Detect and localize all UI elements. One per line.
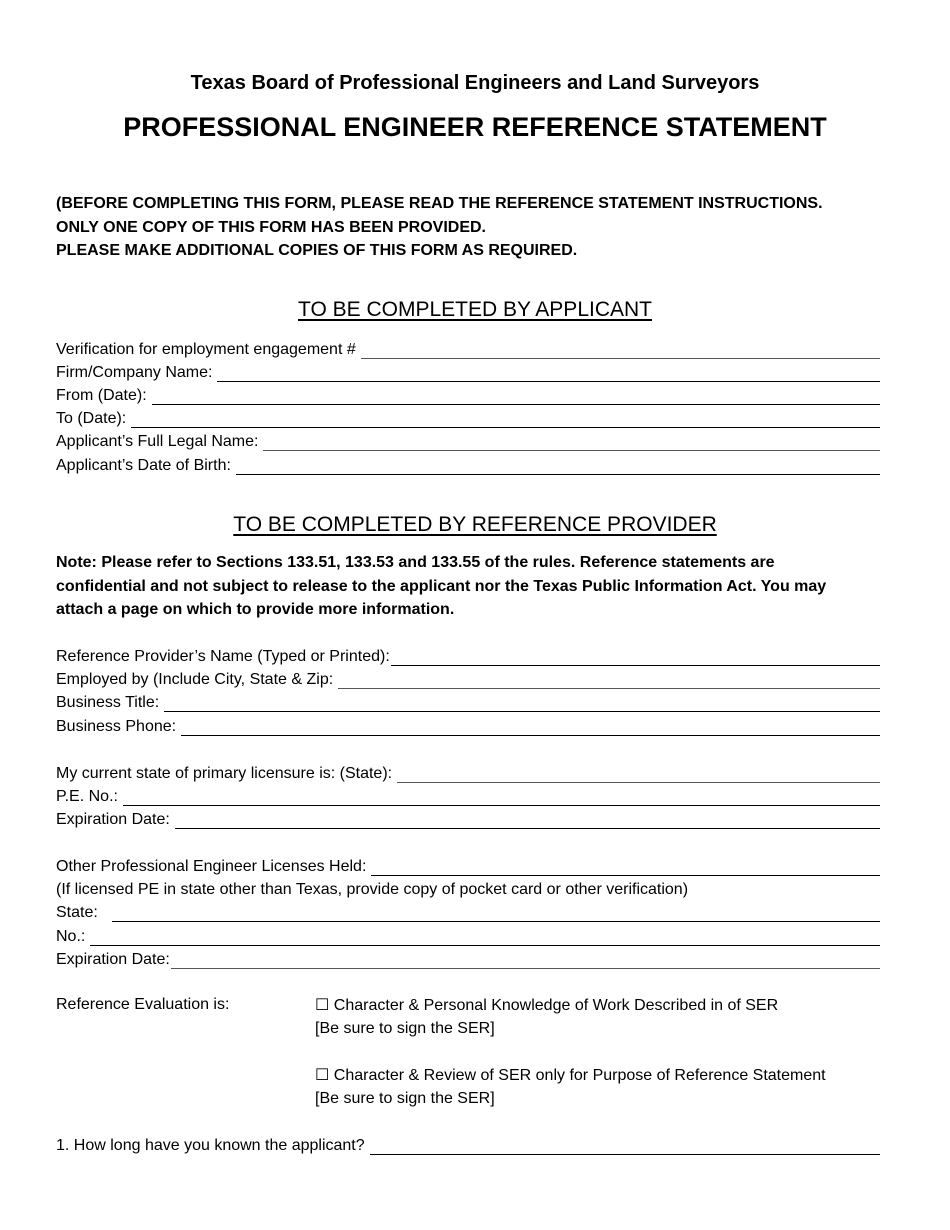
field-label: Reference Provider’s Name (Typed or Printed): bbox=[56, 648, 390, 665]
field-label: Applicant’s Full Legal Name: bbox=[56, 433, 259, 450]
notice-block bbox=[56, 192, 823, 263]
field-label: Applicant’s Date of Birth: bbox=[56, 457, 231, 474]
expiration-date-field bbox=[56, 810, 880, 829]
pe-number-field bbox=[56, 787, 880, 806]
other-expiration-field bbox=[56, 950, 880, 969]
checkbox-review-only[interactable]: ☐ bbox=[315, 1067, 330, 1084]
option-label: Character & Review of SER only for Purpose of Reference Statement bbox=[333, 1067, 826, 1084]
applicant-name-field bbox=[56, 432, 880, 451]
notice-line: PLEASE MAKE ADDITIONAL COPIES OF THIS FORM AS REQUIRED. bbox=[56, 242, 578, 259]
option-note: [Be sure to sign the SER] bbox=[315, 1090, 495, 1107]
field-label: From (Date): bbox=[56, 387, 147, 404]
other-expiration-input[interactable] bbox=[171, 952, 880, 969]
engagement-number-field bbox=[56, 340, 880, 359]
field-label: Verification for employment engagement # bbox=[56, 341, 356, 358]
notice-line: ONLY ONE COPY OF THIS FORM HAS BEEN PROVIDED. bbox=[56, 218, 486, 236]
evaluation-option-personal bbox=[315, 994, 778, 1040]
field-label: Expiration Date: bbox=[56, 951, 170, 968]
note-line: confidential and not subject to release to the applicant nor the Texas Public Information Act. You may bbox=[56, 577, 827, 595]
provider-note bbox=[56, 551, 906, 622]
firm-name-field bbox=[56, 363, 880, 382]
business-phone-field bbox=[56, 717, 880, 736]
question-1-field bbox=[56, 1136, 880, 1155]
field-label: Firm/Company Name: bbox=[56, 364, 213, 381]
question-label: 1. How long have you known the applicant? bbox=[56, 1137, 365, 1154]
firm-name-input[interactable] bbox=[217, 365, 880, 382]
other-state-field bbox=[56, 903, 880, 922]
business-title-field bbox=[56, 693, 880, 712]
applicant-section-heading: TO BE COMPLETED BY APPLICANT bbox=[298, 298, 652, 321]
field-label: P.E. No.: bbox=[56, 788, 118, 805]
other-state-input[interactable] bbox=[112, 905, 880, 922]
form-title: PROFESSIONAL ENGINEER REFERENCE STATEMENT bbox=[123, 112, 827, 142]
field-label: Other Professional Engineer Licenses Held: bbox=[56, 858, 367, 875]
applicant-dob-input[interactable] bbox=[236, 458, 880, 475]
field-label: No.: bbox=[56, 928, 86, 945]
field-label: State: bbox=[56, 904, 98, 921]
field-label: Expiration Date: bbox=[56, 811, 170, 828]
field-label: To (Date): bbox=[56, 410, 127, 427]
question-1-input[interactable] bbox=[370, 1138, 880, 1155]
provider-name-input[interactable] bbox=[391, 649, 880, 666]
other-licenses-field bbox=[56, 857, 880, 876]
note-line: attach a page on which to provide more information. bbox=[56, 601, 455, 618]
option-note: [Be sure to sign the SER] bbox=[315, 1020, 495, 1037]
other-number-input[interactable] bbox=[90, 929, 880, 946]
business-phone-input[interactable] bbox=[181, 719, 880, 736]
other-licenses-note: (If licensed PE in state other than Texas, provide copy of pocket card or other verification) bbox=[56, 881, 689, 898]
applicant-name-input[interactable] bbox=[263, 434, 880, 451]
expiration-date-input[interactable] bbox=[175, 812, 880, 829]
applicant-dob-field bbox=[56, 456, 880, 475]
note-line: Note: Please refer to Sections 133.51, 133.53 and 133.55 of the rules. Reference statements are bbox=[56, 554, 775, 571]
checkbox-personal-knowledge[interactable]: ☐ bbox=[315, 997, 330, 1014]
field-label: Business Title: bbox=[56, 694, 160, 711]
employer-input[interactable] bbox=[338, 672, 880, 689]
option-label: Character & Personal Knowledge of Work Described in of SER bbox=[333, 997, 779, 1014]
provider-section-heading: TO BE COMPLETED BY REFERENCE PROVIDER bbox=[233, 513, 717, 536]
evaluation-option-review bbox=[315, 1064, 826, 1110]
primary-state-input[interactable] bbox=[397, 766, 880, 783]
business-title-input[interactable] bbox=[164, 695, 880, 712]
provider-name-field bbox=[56, 647, 880, 666]
field-label: Employed by (Include City, State & Zip: bbox=[56, 671, 334, 688]
evaluation-label: Reference Evaluation is: bbox=[56, 996, 230, 1013]
other-licenses-input[interactable] bbox=[371, 859, 880, 876]
primary-state-field bbox=[56, 764, 880, 783]
field-label: My current state of primary licensure is: (State): bbox=[56, 765, 393, 782]
from-date-field bbox=[56, 386, 880, 405]
pe-number-input[interactable] bbox=[123, 789, 880, 806]
to-date-field bbox=[56, 409, 880, 428]
notice-line: (BEFORE COMPLETING THIS FORM, PLEASE READ THE REFERENCE STATEMENT INSTRUCTIONS. bbox=[56, 195, 823, 212]
engagement-number-input[interactable] bbox=[361, 342, 880, 359]
agency-name: Texas Board of Professional Engineers and Land Surveyors bbox=[190, 72, 760, 94]
other-number-field bbox=[56, 927, 880, 946]
employer-field bbox=[56, 670, 880, 689]
to-date-input[interactable] bbox=[131, 411, 880, 428]
field-label: Business Phone: bbox=[56, 718, 177, 735]
from-date-input[interactable] bbox=[152, 388, 880, 405]
